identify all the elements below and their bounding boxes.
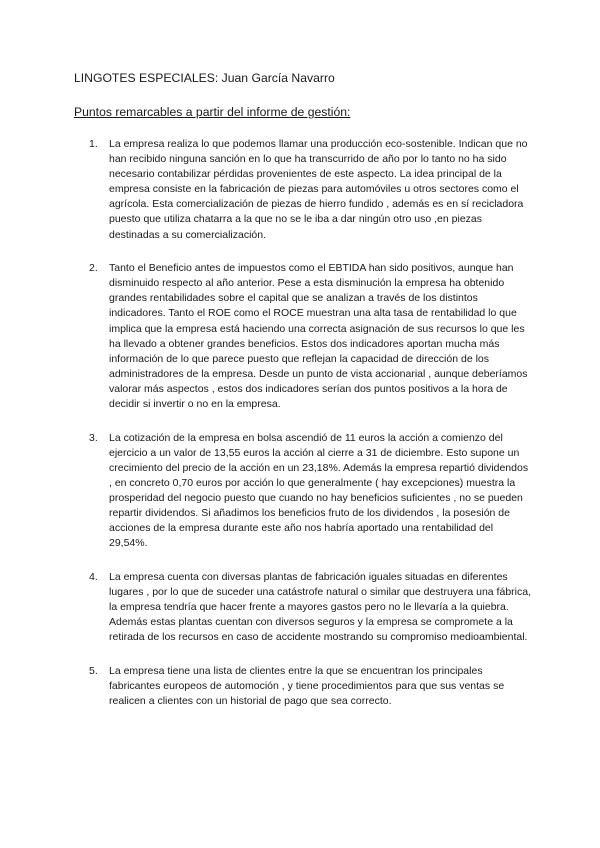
list-item (87, 431, 531, 552)
list-item (87, 570, 531, 645)
list-item (87, 664, 531, 709)
point-text: La cotización de la empresa en bolsa ascendió de 11 euros la acción a comienzo del ejercicio a un valor de 13,55 euros la acción al cierre a 31 de diciembre. Esto supone un crecimiento del precio de la acción en un 23,18%. Además la empresa repartió dividendos , en concreto 0,70 euros por acción lo que generalmente ( hay excepciones) muestra la prosperidad del negocio puesto que cuando no hay beneficios suficientes , no se pueden repartir dividendos. Si añadimos los beneficios fruto de los dividendos , la posesión de acciones de la empresa durante este año nos habría aportado una rentabilidad del 29,54%. (109, 431, 529, 550)
point-text: La empresa realiza lo que podemos llamar una producción eco-sostenible. Indican que no han recibido ninguna sanción en lo que ha transcurrido de año por lo tanto no ha sido necesario contabilizar pérdidas provenientes de este aspecto. La idea principal de la empresa consiste en la fabricación de piezas para automóviles u otros sectores como el agrícola. Esta comercialización de piezas de hierro fundido , además es en sí recicladora puesto que utiliza chatarra a la que no se le iba a dar ningún otro uso ,en piezas destinadas a su comercialización. (109, 138, 528, 241)
point-number: 2. (89, 262, 98, 275)
point-number: 5. (89, 664, 98, 677)
list-item (87, 261, 531, 412)
point-number: 1. (89, 138, 98, 150)
point-text: La empresa cuenta con diversas plantas de fabricación iguales situadas en diferentes lugares , por lo que de suceder una catástrofe natural o similar que destruyera una fábrica, la empresa tendría que hacer frente a mayores gastos pero no le llevaría a la quiebra. Además estas plantas cuentan con diversos seguros y la empresa se compromete a la retirada de los recursos en caso de accidente mostrando su compromiso medioambiental. (109, 570, 531, 644)
section-heading: Puntos remarcables a partir del informe de gestión: (74, 105, 351, 119)
point-number: 4. (89, 570, 98, 583)
document-title: LINGOTES ESPECIALES: Juan García Navarro (74, 71, 335, 85)
list-item (87, 137, 531, 243)
point-number: 3. (89, 431, 98, 444)
point-text: La empresa tiene una lista de clientes entre la que se encuentran los principales fabricantes europeos de automoción , y tiene procedimientos para que sus ventas se realicen a clientes con un historial de pago que sea correcto. (109, 664, 505, 707)
points-list (87, 137, 531, 728)
point-text: Tanto el Beneficio antes de impuestos como el EBTIDA han sido positivos, aunque han disminuido respecto al año anterior. Pese a esta disminución la empresa ha obtenido grandes rentabilidades sobre el capital que se analizan a través de los distintos indicadores. Tanto el ROE como el ROCE muestran una alta tasa de rentabilidad lo que implica que la empresa está haciendo una correcta asignación de sus recursos lo que les ha llevado a obtener grandes beneficios. Estos dos indicadores aportan mucha más información de lo que parece puesto que reflejan la capacidad de dirección de los administradores de la empresa. Desde un punto de vista accionarial , aunque deberíamos valorar más aspectos , estos dos indicadores serían dos puntos positivos a la hora de decidir si invertir o no en la empresa. (109, 262, 528, 410)
